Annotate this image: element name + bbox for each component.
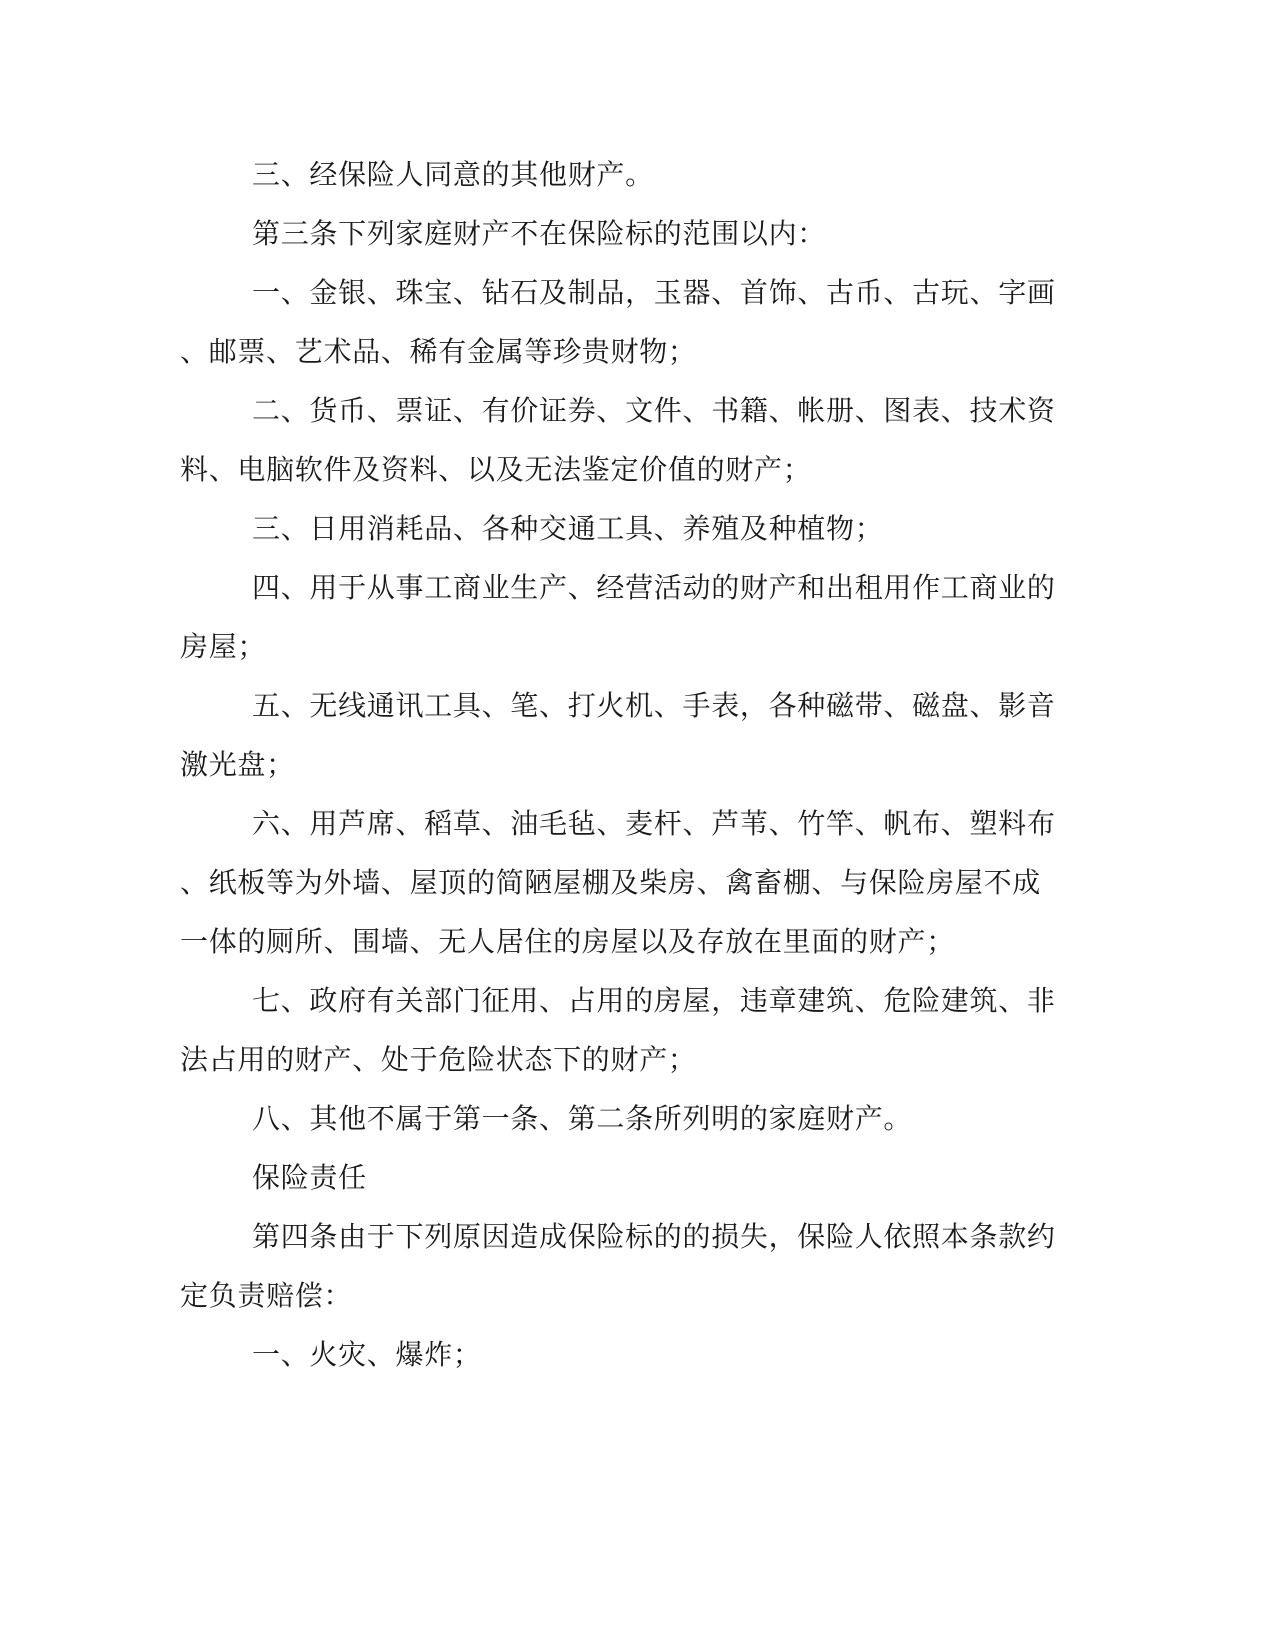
document-body <box>180 146 1056 1385</box>
document-line: 三、经保险人同意的其他财产。 <box>252 160 654 191</box>
document-line: 、纸板等为外墙、屋顶的简陋屋棚及柴房、禽畜棚、与保险房屋不成 <box>180 868 1042 899</box>
document-line: 八、其他不属于第一条、第二条所列明的家庭财产。 <box>252 1104 913 1135</box>
document-line: 六、用芦席、稻草、油毛毡、麦杆、芦苇、竹竿、帆布、塑料布 <box>252 809 1056 840</box>
document-line: 房屋； <box>180 632 267 663</box>
document-line: 四、用于从事工商业生产、经营活动的财产和出租用作工商业的 <box>252 573 1056 604</box>
document-line: 、邮票、艺术品、稀有金属等珍贵财物； <box>180 337 697 368</box>
document-line: 料、电脑软件及资料、以及无法鉴定价值的财产； <box>180 455 812 486</box>
document-line: 第四条由于下列原因造成保险标的的损失，保险人依照本条款约 <box>252 1222 1056 1253</box>
document-line: 一、金银、珠宝、钻石及制品，玉器、首饰、古币、古玩、字画 <box>252 278 1056 309</box>
document-line: 第三条下列家庭财产不在保险标的范围以内： <box>252 219 827 250</box>
document-line: 二、货币、票证、有价证券、文件、书籍、帐册、图表、技术资 <box>252 396 1056 427</box>
document-line: 七、政府有关部门征用、占用的房屋，违章建筑、危险建筑、非 <box>252 986 1056 1017</box>
document-line: 一、火灾、爆炸； <box>252 1340 482 1371</box>
document-line: 三、日用消耗品、各种交通工具、养殖及种植物； <box>252 514 884 545</box>
document-line: 一体的厕所、围墙、无人居住的房屋以及存放在里面的财产； <box>180 927 955 958</box>
document-line: 保险责任 <box>252 1163 367 1194</box>
document-line: 五、无线通讯工具、笔、打火机、手表，各种磁带、磁盘、影音 <box>252 691 1056 722</box>
document-line: 激光盘； <box>180 750 295 781</box>
document-line: 定负责赔偿： <box>180 1281 353 1312</box>
document-line: 法占用的财产、处于危险状态下的财产； <box>180 1045 697 1076</box>
